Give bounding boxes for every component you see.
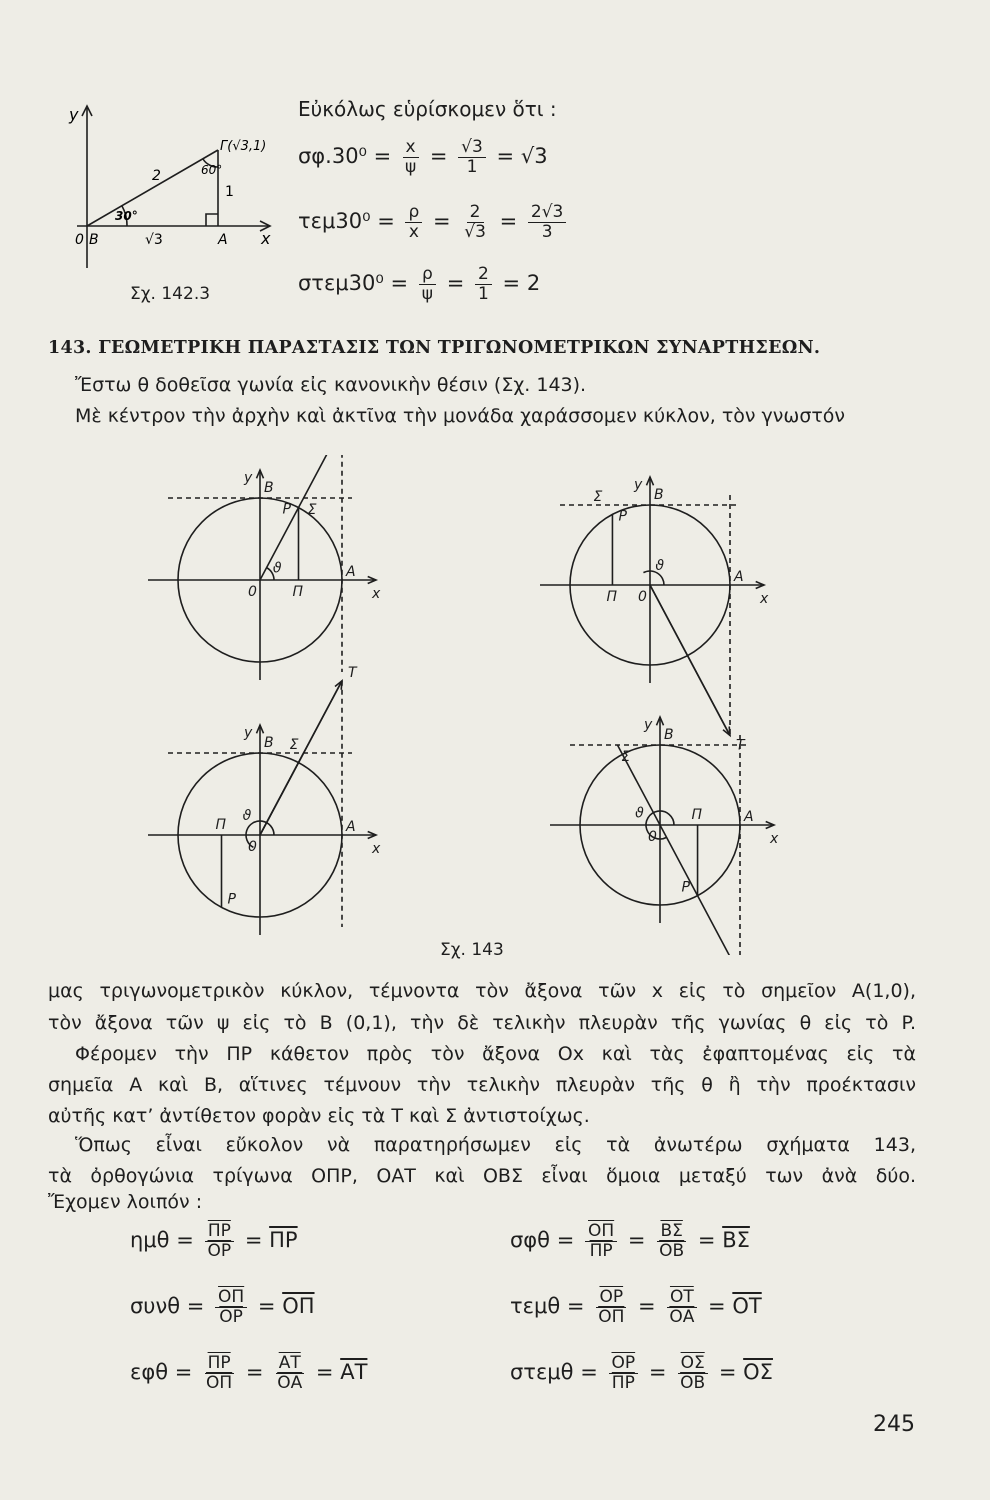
equation-csc30: στεμ30⁰ = $\frac{\rho}{\psi}$ = $\frac{2}{1}$ = 2 xyxy=(298,264,541,304)
q4-label-theta: ϑ xyxy=(635,805,644,822)
figure-142-3 xyxy=(55,100,285,275)
formula-cot: σφθ = $\frac{\overline{O\Pi}}{\Pi P}$ = $\frac{\overline{B\Sigma}}{OB}$ = $\overline{B\Sigma}$ xyxy=(510,1221,750,1261)
para2-line-7: τὰ ὀρθογώνια τρίγωνα ΟΠΡ, ΟΑΤ καὶ ΟΒΣ εἶναι ὅμοια μεταξύ των ἀνὰ δύο. xyxy=(48,1165,916,1187)
fig142-gamma-label: Γ(√3,1) xyxy=(220,139,267,154)
q3-label-b: B xyxy=(264,735,274,751)
q3-label-p: P xyxy=(227,891,236,908)
q1-label-s: Σ xyxy=(307,502,317,518)
para2-line-5: αὐτῆς κατ’ ἀντίθετον φορὰν εἰς τὰ T καὶ Σ ἀντιστοίχως. xyxy=(48,1105,590,1127)
q2-extension-0 xyxy=(650,585,730,735)
para2-line-2: τὸν ἄξονα τῶν ψ εἰς τὸ B (0,1), τὴν δὲ τελικὴν πλευρὰν τῆς γωνίας θ εἰς τὸ P. xyxy=(48,1012,916,1034)
q3-label-s: Σ xyxy=(289,737,299,753)
q2-label-theta: ϑ xyxy=(655,558,665,575)
q4-label-x: x xyxy=(770,831,779,847)
q1-label-a: A xyxy=(346,564,356,580)
q4-label-pi: Π xyxy=(691,807,703,823)
fig142-angle60-label: 60° xyxy=(201,163,223,177)
fig142-origin-label: 0 xyxy=(75,232,84,248)
para2-line-3: Φέρομεν τὴν ΠΡ κάθετον πρὸς τὸν ἄξονα Ox καὶ τὰς ἐφαπτομένας εἰς τὰ xyxy=(75,1043,916,1065)
q3-label-x: x xyxy=(372,841,381,857)
q2-label-a: A xyxy=(734,569,744,585)
formula-tan: εφθ = $\frac{\overline{\Pi P}}{O\Pi}$ = $\frac{\overline{AT}}{OA}$ = $\overline{AT}$ xyxy=(130,1353,368,1393)
q1-label-y: y xyxy=(244,470,253,486)
para1-line-2: Μὲ κέντρον τὴν ἀρχὴν καὶ ἀκτῖνα τὴν μονάδα χαράσσομεν κύκλον, τὸν γνωστόν xyxy=(75,405,846,427)
q3-label-theta: ϑ xyxy=(242,808,252,825)
q4-label-p: P xyxy=(681,879,691,896)
figure-143 xyxy=(140,455,820,955)
q3-label-o: 0 xyxy=(248,839,257,855)
fig142-opp-label: 1 xyxy=(225,184,234,200)
intro-line: Εὐκόλως εὑρίσκομεν ὅτι : xyxy=(298,97,557,121)
equation-sec30: τεμ30⁰ = $\frac{\rho}{x}$ = $\frac{2}{√3}$ = $\frac{2√3}{3}$ xyxy=(298,203,570,241)
q2-label-o: 0 xyxy=(638,589,647,605)
q1-label-p: P xyxy=(282,501,291,518)
q3-label-y: y xyxy=(244,725,253,741)
q3-label-pi: Π xyxy=(215,817,227,833)
formula-sec: τεμθ = $\frac{\overline{OP}}{O\Pi}$ = $\frac{\overline{OT}}{OA}$ = $\overline{OT}$ xyxy=(510,1287,762,1327)
q1-label-x: x xyxy=(372,586,381,602)
para2-line-4: σημεῖα A καὶ B, αἵτινες τέμνουν τὴν τελικὴν πλευρὰν τῆς θ ἢ τὴν προέκτασιν xyxy=(48,1074,916,1096)
section-heading: 143. ΓΕΩΜΕΤΡΙΚΗ ΠΑΡΑΣΤΑΣΙΣ ΤΩΝ ΤΡΙΓΩΝΟΜΕΤΡΙΚΩΝ ΣΥΝΑΡΤΗΣΕΩΝ. xyxy=(48,338,821,358)
q2-label-x: x xyxy=(760,591,769,607)
fig142-angle30-label: 30° xyxy=(115,209,138,223)
para2-line-1: μας τριγωνομετρικὸν κύκλον, τέμνοντα τὸν ἄξονα τῶν x εἰς τὸ σημεῖον A(1,0), xyxy=(48,980,916,1002)
fig142-adj-label: √3 xyxy=(145,232,163,248)
equation-cot30: σφ.30⁰ = $\frac{x}{\psi}$ = $\frac{√3}{1}$ = √3 xyxy=(298,137,548,177)
para2-line-6: Ὅπως εἶναι εὔκολον νὰ παρατηρήσωμεν εἰς τὰ ἀνωτέρω σχήματα 143, xyxy=(75,1134,916,1156)
q1-label-o: 0 xyxy=(248,584,257,600)
fig142-x-label: x xyxy=(261,229,271,248)
q4-label-s: Σ xyxy=(621,749,631,765)
fig142-y-label: y xyxy=(69,105,79,124)
q1-label-pi: Π xyxy=(292,584,304,600)
fig143-caption: Σχ. 143 xyxy=(440,940,504,960)
q3-label-t: T xyxy=(348,664,357,681)
formula-sin: ημθ = $\frac{\overline{\Pi P}}{OP}$ = $\overline{\Pi P}$ xyxy=(130,1221,298,1261)
q2-label-y: y xyxy=(634,477,643,493)
para1-line-1: Ἔστω θ δοθεῖσα γωνία εἰς κανονικὴν θέσιν (Σχ. 143). xyxy=(75,374,587,396)
q3-label-a: A xyxy=(346,819,356,835)
q1-label-b: B xyxy=(264,480,274,496)
formula-cos: συνθ = $\frac{\overline{O\Pi}}{OP}$ = $\overline{O\Pi}$ xyxy=(130,1287,315,1327)
q1-label-theta: ϑ xyxy=(272,560,282,577)
q2-label-t: T xyxy=(736,737,745,754)
formula-csc: στεμθ = $\frac{\overline{OP}}{\Pi P}$ = $\frac{\overline{O\Sigma}}{OB}$ = $\overline{O\Sigma}$ xyxy=(510,1353,773,1393)
q2-label-pi: Π xyxy=(606,589,617,605)
q4-label-a: A xyxy=(744,809,754,825)
q2-label-s: Σ xyxy=(593,489,603,505)
q4-label-b: B xyxy=(664,727,674,743)
q2-label-b: B xyxy=(654,487,664,503)
fig142-b-label: B xyxy=(89,232,99,248)
page-number: 245 xyxy=(873,1412,915,1437)
q4-label-y: y xyxy=(644,717,653,733)
fig142-caption: Σχ. 142.3 xyxy=(130,284,211,304)
fig142-hyp-label: 2 xyxy=(152,168,161,184)
para2-line-8: Ἔχομεν λοιπόν : xyxy=(48,1191,203,1213)
q2-label-p: P xyxy=(618,508,627,525)
q4-terminal-side xyxy=(660,825,740,955)
q4-label-o: 0 xyxy=(648,829,657,845)
fig142-a-label: A xyxy=(218,232,228,248)
